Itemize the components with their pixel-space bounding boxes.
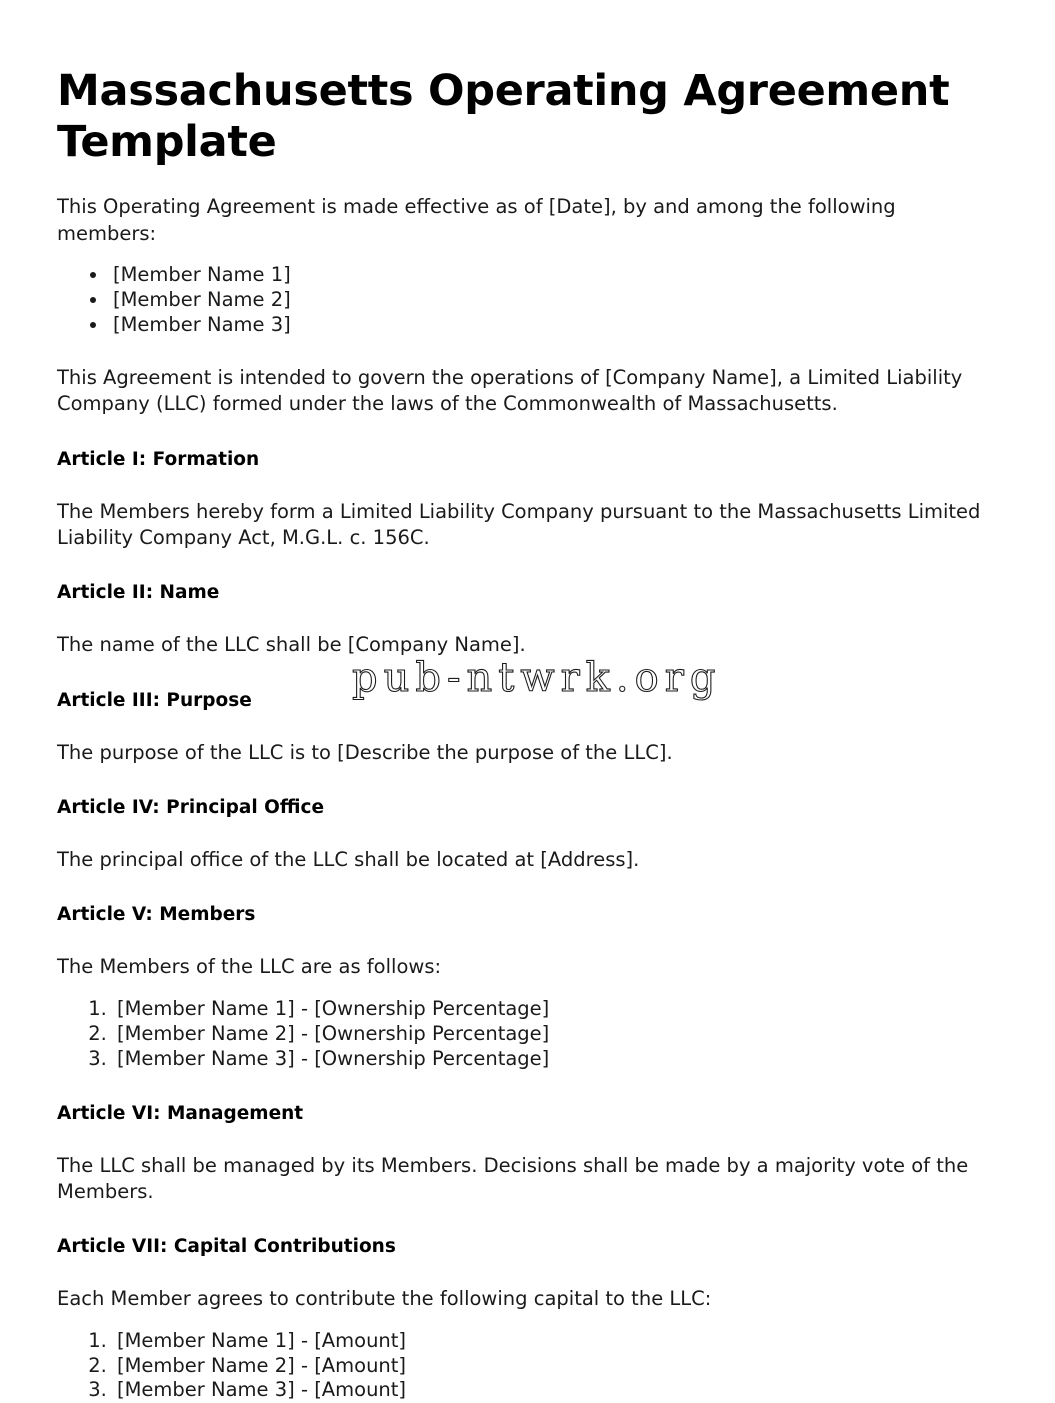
capital-contributions-list	[57, 1313, 982, 1403]
article-body-management: The LLC shall be managed by its Members. Decisions shall be made by a majority vote of the Members.	[57, 1153, 969, 1203]
article-heading-formation: Article I: Formation	[57, 448, 260, 470]
article-heading-members: Article V: Members	[57, 904, 256, 926]
list-item: 3. [Member Name 3] - [Ownership Percentage]	[113, 1047, 982, 1072]
article-body-principal-office: The principal office of the LLC shall be located at [Address].	[57, 848, 640, 872]
article-body-name: The name of the LLC shall be [Company Name].	[57, 633, 526, 657]
page-title: Massachusetts Operating Agreement Template	[57, 66, 950, 167]
article-heading-principal-office: Article IV: Principal Office	[57, 796, 325, 818]
article-heading-management: Article VI: Management	[57, 1102, 304, 1124]
intro-paragraph: This Operating Agreement is made effective as of [Date], by and among the following members:	[57, 195, 896, 245]
list-item: 1. [Member Name 1] - [Amount]	[113, 1329, 982, 1354]
list-item: • [Member Name 3]	[109, 313, 982, 338]
watermark-text: pub-ntwrk.org	[352, 655, 722, 701]
document-content	[57, 0, 982, 1403]
list-item: 2. [Member Name 2] - [Ownership Percentage]	[113, 1022, 982, 1047]
members-bullet-list	[57, 247, 982, 338]
article-heading-capital-contributions: Article VII: Capital Contributions	[57, 1236, 396, 1258]
list-item: • [Member Name 1]	[109, 263, 982, 288]
article-body-members: The Members of the LLC are as follows:	[57, 955, 442, 979]
list-item: 1. [Member Name 1] - [Ownership Percentage]	[113, 997, 982, 1022]
members-ownership-list	[57, 981, 982, 1072]
article-body-formation: The Members hereby form a Limited Liability Company pursuant to the Massachusetts Limited Liability Company Act, M.G.L. c. 156C.	[57, 499, 981, 549]
article-body-capital-contributions: Each Member agrees to contribute the following capital to the LLC:	[57, 1287, 712, 1311]
article-heading-name: Article II: Name	[57, 582, 220, 604]
list-item: 3. [Member Name 3] - [Amount]	[113, 1378, 982, 1403]
article-heading-purpose: Article III: Purpose	[57, 689, 252, 711]
list-item: 2. [Member Name 2] - [Amount]	[113, 1354, 982, 1379]
governing-paragraph: This Agreement is intended to govern the operations of [Company Name], a Limited Liability Company (LLC) formed under the laws of the Commonwealth of Massachusetts.	[57, 365, 963, 416]
article-body-purpose: The purpose of the LLC is to [Describe the purpose of the LLC].	[57, 740, 673, 764]
list-item: • [Member Name 2]	[109, 288, 982, 313]
